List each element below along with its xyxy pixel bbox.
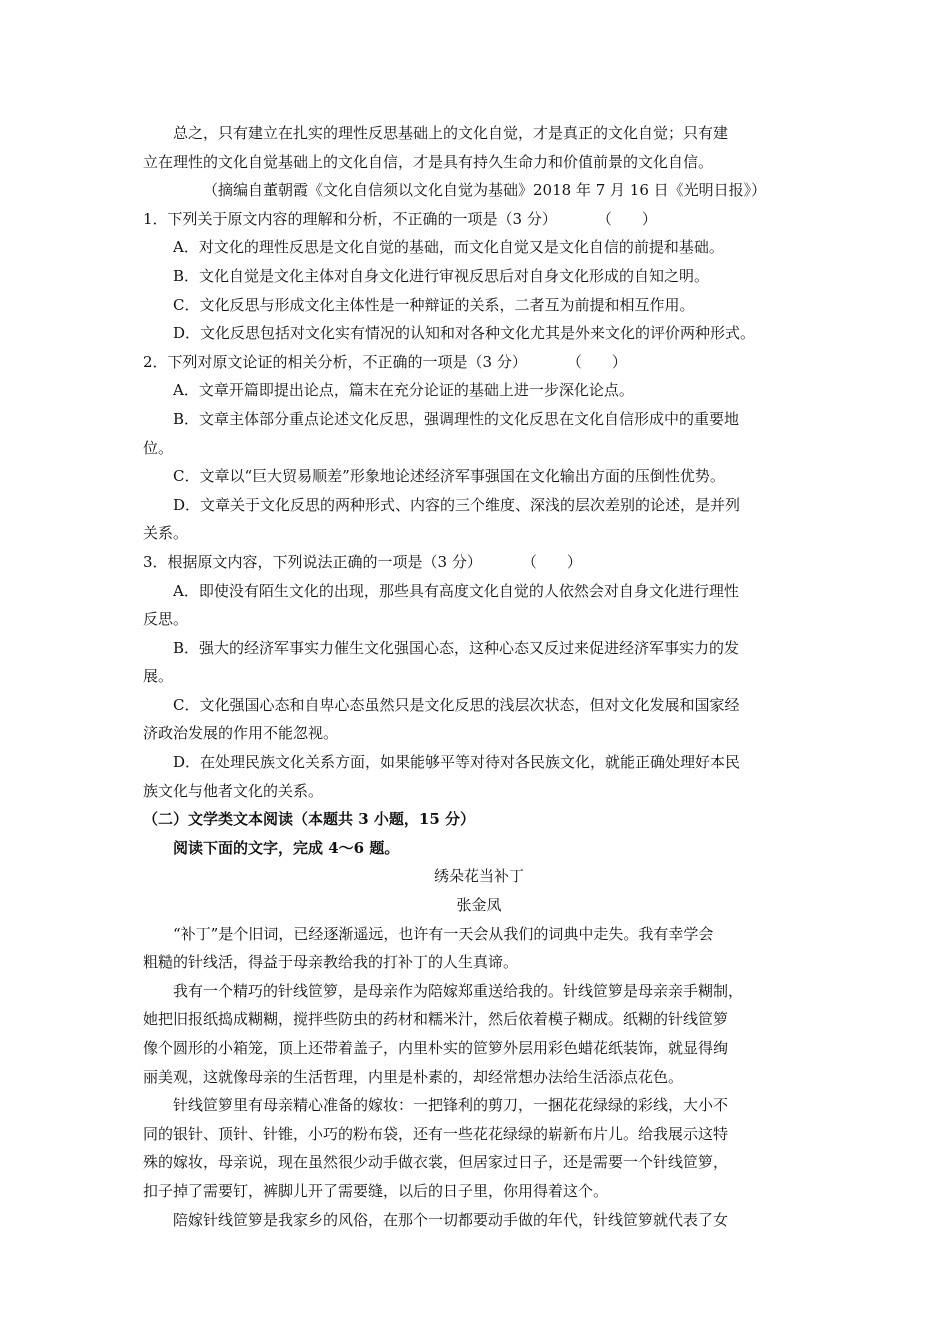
question-2-option-b-line-2: 位。 (143, 438, 174, 457)
paragraph-2-line-1: 我有一个精巧的针线笸箩，是母亲作为陪嫁郑重送给我的。针线笸箩是母亲亲手糊制， (173, 981, 744, 1000)
question-3-option-b-line-2: 展。 (143, 667, 174, 686)
paragraph-3-line-2: 同的银针、顶针、针锥，小巧的粉布袋，还有一些花花绿绿的崭新布片儿。给我展示这特 (143, 1124, 729, 1143)
section-2-instruction: 阅读下面的文字，完成 4～6 题。 (173, 838, 400, 857)
paragraph-3-line-1: 针线笸箩里有母亲精心准备的嫁妆：一把锋利的剪刀，一捆花花绿绿的彩线，大小不 (173, 1096, 729, 1115)
source-citation: （摘编自董朝霞《文化自信须以文化自觉为基础》2018 年 7 月 16 日《光明日报》） (203, 181, 767, 200)
question-3-option-c-line-1: C．文化强国心态和自卑心态虽然只是文化反思的浅层次状态，但对文化发展和国家经 (173, 695, 740, 714)
question-3-option-c-line-2: 济政治发展的作用不能忽视。 (143, 724, 339, 743)
question-2-stem-text: 2．下列对原文论证的相关分析，不正确的一项是（3 分） (143, 352, 527, 371)
question-3-option-d-line-2: 族文化与他者文化的关系。 (143, 781, 324, 800)
question-3-stem (143, 548, 815, 577)
question-1-stem (143, 205, 815, 234)
paragraph-2-line-4: 丽美观，这就像母亲的生活哲理，内里是朴素的，却经常想办法给生活添点花色。 (143, 1067, 684, 1086)
paragraph-3-line-3: 殊的嫁妆，母亲说，现在虽然很少动手做衣裳，但居家过日子，还是需要一个针线笸箩， (143, 1153, 729, 1172)
conclusion-line-1: 总之，只有建立在扎实的理性反思基础上的文化自觉，才是真正的文化自觉；只有建 (173, 124, 729, 142)
section-2-heading: （二）文学类文本阅读（本题共 3 小题，15 分） (143, 810, 475, 829)
question-3-option-a-line-2: 反思。 (143, 610, 189, 629)
question-1-option-d: D．文化反思包括对文化实有情况的认知和对各种文化尤其是外来文化的评价两种形式。 (173, 324, 756, 343)
paragraph-2-line-2: 她把旧报纸捣成糊糊，搅拌些防虫的药材和糯米汁，然后依着模子糊成。纸糊的针线笸箩 (143, 1010, 729, 1029)
question-1-option-c: C．文化反思与形成文化主体性是一种辩证的关系，二者互为前提和相互作用。 (173, 295, 695, 314)
question-3-option-d-line-1: D．在处理民族文化关系方面，如果能够平等对待对各民族文化，就能正确处理好本民 (173, 753, 741, 772)
paragraph-1-line-1: “补丁”是个旧词，已经逐渐遥远，也许有一天会从我们的词典中走失。我有幸学会 (173, 924, 714, 943)
article-author: 张金凤 (456, 896, 502, 915)
question-2-option-a: A．文章开篇即提出论点，篇末在充分论证的基础上进一步深化论点。 (173, 381, 634, 400)
question-2-answer-paren[interactable]: （ ） (566, 352, 627, 371)
question-2-option-d-line-2: 关系。 (143, 524, 189, 543)
question-2-option-c: C．文章以“巨大贸易顺差”形象地论述经济军事强国在文化输出方面的压倒性优势。 (173, 467, 725, 486)
article-title: 绣朵花当补丁 (433, 867, 524, 886)
conclusion-line-2: 立在理性的文化自觉基础上的文化自信，才是具有持久生命力和价值前景的文化自信。 (143, 152, 714, 171)
question-3-option-b-line-1: B．强大的经济军事实力催生文化强国心态，这种心态又反过来促进经济军事实力的发 (173, 638, 740, 657)
paragraph-3-line-4: 扣子掉了需要钉，裤脚儿开了需要缝，以后的日子里，你用得着这个。 (143, 1181, 609, 1200)
question-1-stem-text: 1．下列关于原文内容的理解和分析，不正确的一项是（3 分） (143, 209, 557, 228)
question-2-stem (143, 348, 815, 377)
paragraph-2-line-3: 像个圆形的小箱笼，顶上还带着盖子，内里朴实的笸箩外层用彩色蜡花纸装饰，就显得绚 (143, 1039, 729, 1057)
question-1-option-b: B．文化自觉是文化主体对自身文化进行审视反思后对自身文化形成的自知之明。 (173, 266, 710, 285)
question-3-option-a-line-1: A．即使没有陌生文化的出现，那些具有高度文化自觉的人依然会对自身文化进行理性 (173, 581, 739, 600)
question-1-answer-paren[interactable]: （ ） (596, 209, 657, 228)
question-1-option-a: A．对文化的理性反思是文化自觉的基础，而文化自觉又是文化自信的前提和基础。 (173, 238, 724, 257)
question-3-answer-paren[interactable]: （ ） (521, 552, 582, 571)
exam-page (143, 119, 815, 1234)
question-3-stem-text: 3．根据原文内容，下列说法正确的一项是（3 分） (143, 552, 482, 571)
question-2-option-d-line-1: D．文章关于文化反思的两种形式、内容的三个维度、深浅的层次差别的论述，是并列 (173, 495, 741, 514)
question-2-option-b-line-1: B．文章主体部分重点论述文化反思，强调理性的文化反思在文化自信形成中的重要地 (173, 409, 740, 428)
paragraph-4-line-1: 陪嫁针线笸箩是我家乡的风俗，在那个一切都要动手做的年代，针线笸箩就代表了女 (173, 1210, 729, 1229)
paragraph-1-line-2: 粗糙的针线活，得益于母亲教给我的打补丁的人生真谛。 (143, 953, 519, 972)
